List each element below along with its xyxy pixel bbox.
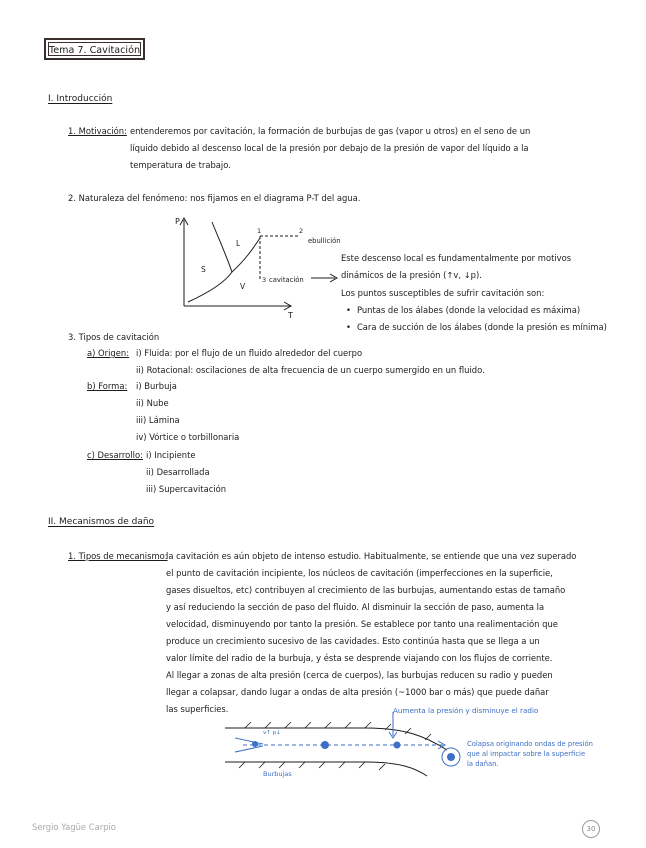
fusion-curve xyxy=(212,222,232,272)
ebullicion-label: ebullición xyxy=(308,237,341,245)
tipos-cavitacion-heading: 3. Tipos de cavitación xyxy=(68,332,160,342)
point-3-label: 3 xyxy=(262,276,267,284)
region-liquid-label: L xyxy=(236,239,241,248)
origen-fluida: i) Fluida: por el flujo de un fluido alrededor del cuerpo xyxy=(136,348,363,358)
bubble-1 xyxy=(252,741,258,747)
desarrollo-supercavitacion: iii) Supercavitación xyxy=(146,484,227,494)
mecanismo-line-9: llegar a colapsar, dando lugar a ondas de alta presión (~1000 bar o más) que puede dañar xyxy=(166,687,549,697)
desarrollo-desarrollada: ii) Desarrollada xyxy=(146,467,210,477)
motivacion-line-3: temperatura de trabajo. xyxy=(130,160,231,170)
lower-wall-hatch xyxy=(239,762,385,770)
region-vapor-label: V xyxy=(240,282,246,291)
motivacion-line-2: líquido debido al descenso local de la presión por debajo de la presión de vapor del líquido a la xyxy=(130,143,529,153)
inflow-line-1 xyxy=(235,738,263,744)
note-line-3: Los puntos susceptibles de sufrir cavitación son: xyxy=(341,288,545,298)
page-title: Tema 7. Cavitación xyxy=(44,38,145,60)
bubble-3 xyxy=(394,742,401,749)
footer-author: Sergio Yagüe Carpio xyxy=(32,822,116,832)
collapse-note-line-2: que al impactar sobre la superficie xyxy=(467,750,586,758)
vaporization-curve xyxy=(188,238,260,302)
collapse-note-line-3: la dañan. xyxy=(467,760,499,768)
bubble-2 xyxy=(321,741,329,749)
pt-phase-diagram xyxy=(170,212,350,320)
tipos-mecanismo-label: 1. Tipos de mecanismo: xyxy=(68,551,168,561)
forma-lamina: iii) Lámina xyxy=(136,415,180,425)
mecanismo-line-4: y así reduciendo la sección de paso del fluido. Al disminuir la sección de paso, aumenta la xyxy=(166,602,545,612)
velocity-pressure-label: v↑ p↓ xyxy=(263,730,281,736)
mecanismo-line-2: el punto de cavitación incipiente, los núcleos de cavitación (imperfecciones en la superficie, xyxy=(166,568,553,578)
forma-burbuja: i) Burbuja xyxy=(136,381,177,391)
cavitacion-label: cavitación xyxy=(269,276,304,284)
desarrollo-incipiente: i) Incipiente xyxy=(146,450,196,460)
mecanismo-line-10: las superficies. xyxy=(166,704,229,714)
origen-label: a) Origen: xyxy=(87,348,130,358)
forma-vortice: iv) Vórtice o torbillonaria xyxy=(136,432,240,442)
section-heading-mecanismos: II. Mecanismos de daño xyxy=(48,517,155,527)
naturaleza-paragraph: 2. Naturaleza del fenómeno: nos fijamos en el diagrama P-T del agua. xyxy=(68,193,361,203)
collapse-note xyxy=(467,739,593,769)
motivacion-line-1: entenderemos por cavitación, la formación de burbujas de gas (vapor u otros) en el seno de un xyxy=(130,126,531,136)
p-axis-label: P xyxy=(175,217,180,226)
page-number: 30 xyxy=(582,820,600,838)
mecanismo-line-8: Al llegar a zonas de alta presión (cerca de cuerpos), las burbujas reducen su radio y pueden xyxy=(166,670,553,680)
origen-rotacional: ii) Rotacional: oscilaciones de alta frecuencia de un cuerpo sumergido en un fluido. xyxy=(136,365,485,375)
mecanismo-line-5: velocidad, disminuyendo por tanto la presión. Se establece por tanto una realimentación que xyxy=(166,619,558,629)
note-line-1: Este descenso local es fundamentalmente por motivos xyxy=(341,253,572,263)
point-1-label: 1 xyxy=(257,227,262,235)
motivacion-label: 1. Motivación: xyxy=(68,126,127,136)
inflow-line-2 xyxy=(235,746,263,752)
lower-wall xyxy=(225,762,427,776)
forma-label: b) Forma: xyxy=(87,381,128,391)
t-axis-label: T xyxy=(288,311,293,320)
mecanismo-line-1: la cavitación es aún objeto de intenso estudio. Habitualmente, se entiende que una vez superado xyxy=(166,551,577,561)
burbujas-label: Burbujas xyxy=(263,770,292,778)
mecanismo-line-3: gases disueltos, etc) contribuyen al crecimiento de las burbujas, aumentando estas de tamaño xyxy=(166,585,566,595)
collapse-note-line-1: Colapsa originando ondas de presión xyxy=(467,740,593,748)
point-2-label: 2 xyxy=(299,227,304,235)
bullet-cara-succion: • Cara de succión de los álabes (donde la presión es mínima) xyxy=(346,322,607,332)
mecanismo-line-7: valor límite del radio de la burbuja, y ésta se desprende viajando con los flujos de corriente. xyxy=(166,653,553,663)
bubble-collapse-figure xyxy=(215,710,475,782)
bullet-puntas: • Puntas de los álabes (donde la velocidad es máxima) xyxy=(346,305,580,315)
mecanismo-line-6: produce un crecimiento sucesivo de las cavidades. Esto continúa hasta que se llega a un xyxy=(166,636,540,646)
section-heading-introduccion: I. Introducción xyxy=(48,94,113,104)
collapsing-bubble xyxy=(447,753,455,761)
note-line-2: dinámicos de la presión (↑v, ↓p). xyxy=(341,270,482,280)
region-solid-label: S xyxy=(201,265,206,274)
forma-nube: ii) Nube xyxy=(136,398,169,408)
desarrollo-label: c) Desarrollo: xyxy=(87,450,143,460)
pressure-increase-label: Aumenta la presión y disminuye el radio xyxy=(393,706,539,715)
